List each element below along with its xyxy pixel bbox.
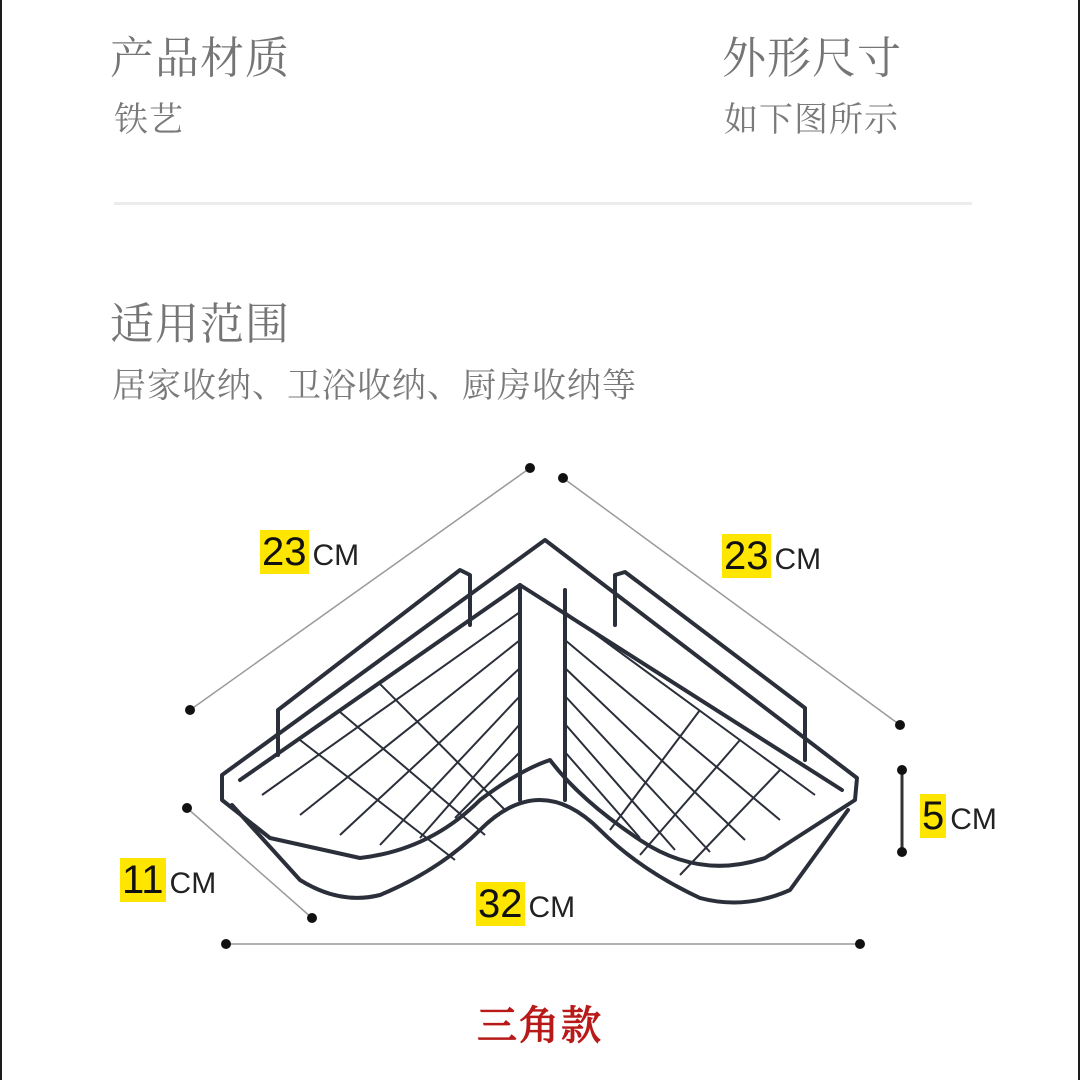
dimension-left-top [260, 530, 359, 574]
dimension-depth [120, 858, 216, 902]
dimension-right-top-unit: CM [774, 543, 822, 576]
size-heading: 外形尺寸 [722, 33, 902, 84]
dimension-left-top-unit: CM [312, 539, 360, 572]
wire-shelf-icon [222, 540, 857, 903]
dimension-height-value: 5 [922, 794, 945, 838]
dimension-width [476, 882, 575, 926]
dimension-right-top [722, 534, 821, 578]
dimension-width-value: 32 [478, 882, 523, 926]
dimension-right-top-value: 23 [724, 534, 769, 578]
dimension-left-top-value: 23 [262, 530, 307, 574]
model-label: 三角款 [477, 1003, 603, 1049]
dimension-height-unit: CM [950, 803, 997, 836]
usage-value: 居家收纳、卫浴收纳、厨房收纳等 [112, 366, 637, 406]
section-divider [114, 202, 972, 205]
dimension-width-unit: CM [528, 891, 576, 924]
material-value: 铁艺 [114, 100, 184, 140]
size-value: 如下图所示 [724, 100, 899, 140]
dimension-depth-value: 11 [122, 858, 164, 902]
dimension-depth-unit: CM [169, 867, 217, 900]
usage-heading: 适用范围 [110, 299, 290, 350]
material-heading: 产品材质 [110, 33, 290, 84]
dimension-height [920, 794, 997, 838]
